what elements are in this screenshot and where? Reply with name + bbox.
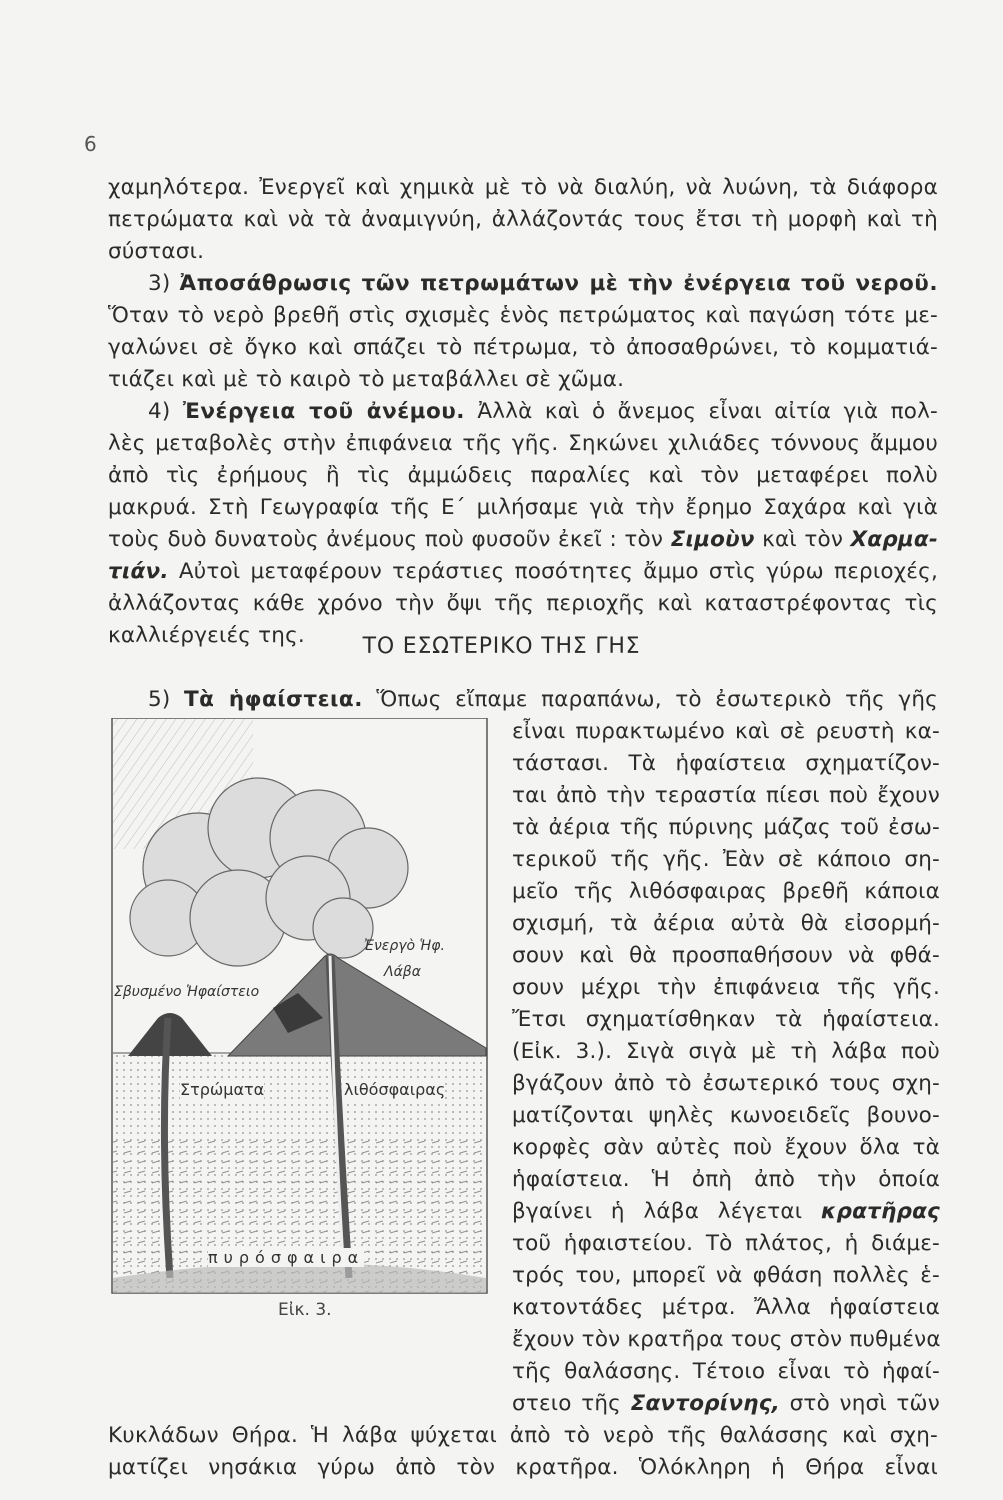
- term-crater: κρατῆρας: [821, 1199, 940, 1224]
- term-santorini: Σαντορίνης,: [630, 1391, 781, 1416]
- text-line: εἶναι πυρακτωμένο καὶ σὲ ρευστὴ κα-: [512, 719, 940, 744]
- label-extinct-volcano: Σβυσμένο Ἡφαίστειο: [114, 984, 260, 1000]
- text-line: τρός του, μπορεῖ νὰ φθάση πολλὲς ἑ-: [512, 1263, 940, 1288]
- label-pyrosphere: πυρόσφαιρα: [208, 1248, 365, 1267]
- text-line: σουν μέχρι τὴν ἐπιφάνεια τῆς γῆς.: [512, 975, 940, 1000]
- text-line: σχισμή, τὰ ἀέρια αὐτὰ θὰ εἰσορμή-: [512, 911, 940, 936]
- paragraph-heading-line: [148, 686, 938, 714]
- text-line: τερικοῦ τῆς γῆς. Ἐὰν σὲ κάποιο ση-: [512, 847, 940, 872]
- paragraph-heading: Ἐνέργεια τοῦ ἀνέμου.: [182, 399, 465, 424]
- text-line: [512, 1198, 940, 1226]
- text-run: Αὐτοὶ μεταφέρουν τεράστιες ποσότητες ἄμμο στὶς γύρω περιοχές,: [178, 559, 938, 584]
- section-title: ΤΟ ΕΣΩΤΕΡΙΚΟ ΤΗΣ ΓΗΣ: [362, 634, 641, 659]
- paragraph-heading-line: [148, 398, 938, 426]
- text-line: σύστασι.: [108, 239, 205, 264]
- text-line: Ὅταν τὸ νερὸ βρεθῆ στὶς σχισμὲς ἑνὸς πετρώματος καὶ παγώση τότε με-: [108, 303, 938, 328]
- text-run: στὸ νησὶ τῶν: [789, 1391, 940, 1416]
- text-line: κορφὲς σὰν αὐτὲς ποὺ ἔχουν ὅλα τὰ: [512, 1135, 940, 1160]
- text-line: μακρυά. Στὴ Γεωγραφία τῆς Ε΄ μιλήσαμε γιὰ τὴν ἔρημο Σαχάρα καὶ γιὰ: [108, 495, 938, 520]
- text-line: γαλώνει σὲ ὄγκο καὶ σπάζει τὸ πέτρωμα, τὸ ἀποσαθρώνει, τὸ κομματιά-: [108, 335, 938, 360]
- text-line: τῆς θαλάσσης. Τέτοιο εἶναι τὸ ἡφαί-: [512, 1359, 940, 1384]
- text-run: στειο τῆς: [512, 1391, 621, 1416]
- text-run: καὶ τὸν: [762, 527, 844, 552]
- text-line: τάστασι. Τὰ ἡφαίστεια σχηματίζον-: [512, 751, 940, 776]
- text-line: ἀλλάζοντας κάθε χρόνο τὴν ὄψι τῆς περιοχῆς καὶ καταστρέφοντας τὶς: [108, 591, 938, 616]
- section-number: 4): [148, 399, 171, 424]
- figure-caption: Εἰκ. 3.: [278, 1300, 332, 1320]
- label-active-volcano: Ἐνεργὸ Ἡφ.: [364, 938, 445, 954]
- text-line: τὰ ἀέρια τῆς πύρινης μάζας τοῦ ἐσω-: [512, 815, 940, 840]
- text-run: Ὅπως εἴπαμε παραπάνω, τὸ ἐσωτερικὸ τῆς γῆς: [376, 687, 938, 712]
- text-line: Κυκλάδων Θήρα. Ἡ λάβα ψύχεται ἀπὸ τὸ νερὸ τῆς θαλάσσης καὶ σχη-: [108, 1423, 938, 1448]
- wind-name-harmattan-cont: τιάν.: [108, 559, 169, 584]
- text-line: χαμηλότερα. Ἐνεργεῖ καὶ χημικὰ μὲ τὸ νὰ διαλύη, νὰ λυώνη, τὰ διάφορα: [108, 175, 938, 200]
- text-line: ἡφαίστεια. Ἡ ὀπὴ ἀπὸ τὴν ὁποία: [512, 1167, 940, 1192]
- text-line: σουν καὶ θὰ προσπαθήσουν νὰ φθά-: [512, 943, 940, 968]
- text-line: κατοντάδες μέτρα. Ἄλλα ἡφαίστεια: [512, 1295, 940, 1320]
- text-line: Ἔτσι σχηματίσθηκαν τὰ ἡφαίστεια.: [512, 1007, 940, 1032]
- label-lithosphere: λιθόσφαιρας: [344, 1080, 446, 1099]
- label-strata: Στρώματα: [180, 1080, 265, 1099]
- page-number: 6: [84, 132, 97, 156]
- text-line: ται ἀπὸ τὴν τεραστία πίεσι ποὺ ἔχουν: [512, 783, 940, 808]
- text-line: τιάζει καὶ μὲ τὸ καιρὸ τὸ μεταβάλλει σὲ χῶμα.: [108, 367, 625, 392]
- active-volcano-cone: [228, 954, 486, 1056]
- text-line: πετρώματα καὶ νὰ τὰ ἀναμιγνύη, ἀλλάζοντάς τους ἔτσι τὴ μορφὴ καὶ τὴ: [108, 207, 938, 232]
- text-run: Ἀλλὰ καὶ ὁ ἄνεμος εἶναι αἰτία γιὰ πολ-: [477, 399, 938, 424]
- text-line: ματίζονται ψηλὲς κωνοειδεῖς βουνο-: [512, 1103, 940, 1128]
- paragraph-heading: Ἀποσάθρωσις τῶν πετρωμάτων μὲ τὴν ἐνέργεια τοῦ νεροῦ.: [179, 271, 938, 296]
- paragraph-heading-line: [148, 270, 938, 298]
- text-line: ἀπὸ τὶς ἐρήμους ἢ τὶς ἀμμώδεις παραλίες καὶ τὸν μεταφέρει πολὺ: [108, 463, 938, 488]
- text-line: ἔχουν τὸν κρατῆρα τους στὸν πυθμένα: [512, 1327, 941, 1352]
- text-line: (Εἰκ. 3.). Σιγὰ σιγὰ μὲ τὴ λάβα ποὺ: [512, 1039, 940, 1064]
- text-line: [108, 526, 938, 554]
- text-line: μεῖο τῆς λιθόσφαιρας βρεθῆ κάποια: [512, 879, 940, 904]
- text-run: τοὺς δυὸ δυνατοὺς ἀνέμους ποὺ φυσοῦν ἐκεῖ : τὸν: [108, 527, 664, 552]
- text-line: τοῦ ἡφαιστείου. Τὸ πλάτος, ἡ διάμε-: [512, 1231, 940, 1256]
- paragraph-heading: Τὰ ἡφαίστεια.: [183, 687, 363, 712]
- text-line: [512, 1390, 940, 1418]
- text-line: καλλιέργειές της.: [108, 623, 305, 648]
- text-run: βγαίνει ἡ λάβα λέγεται: [512, 1199, 803, 1224]
- text-line: [108, 558, 938, 586]
- section-number: 3): [148, 271, 171, 296]
- wind-name-harmattan: Χαρμα-: [850, 527, 938, 552]
- text-line: βγάζουν ἀπὸ τὸ ἐσωτερικό τους σχη-: [512, 1071, 940, 1096]
- text-line: ματίζει νησάκια γύρω ἀπὸ τὸν κρατῆρα. Ὁλόκληρη ἡ Θήρα εἶναι: [108, 1455, 938, 1480]
- section-number: 5): [148, 687, 171, 712]
- label-lava: Λάβα: [384, 964, 421, 980]
- text-line: λὲς μεταβολὲς στὴν ἐπιφάνεια τῆς γῆς. Σηκώνει χιλιάδες τόννους ἄμμου: [108, 431, 938, 456]
- volcano-figure: [108, 718, 506, 1298]
- volcano-illustration: [108, 718, 506, 1298]
- wind-name-simoun: Σιμοὺν: [670, 527, 755, 552]
